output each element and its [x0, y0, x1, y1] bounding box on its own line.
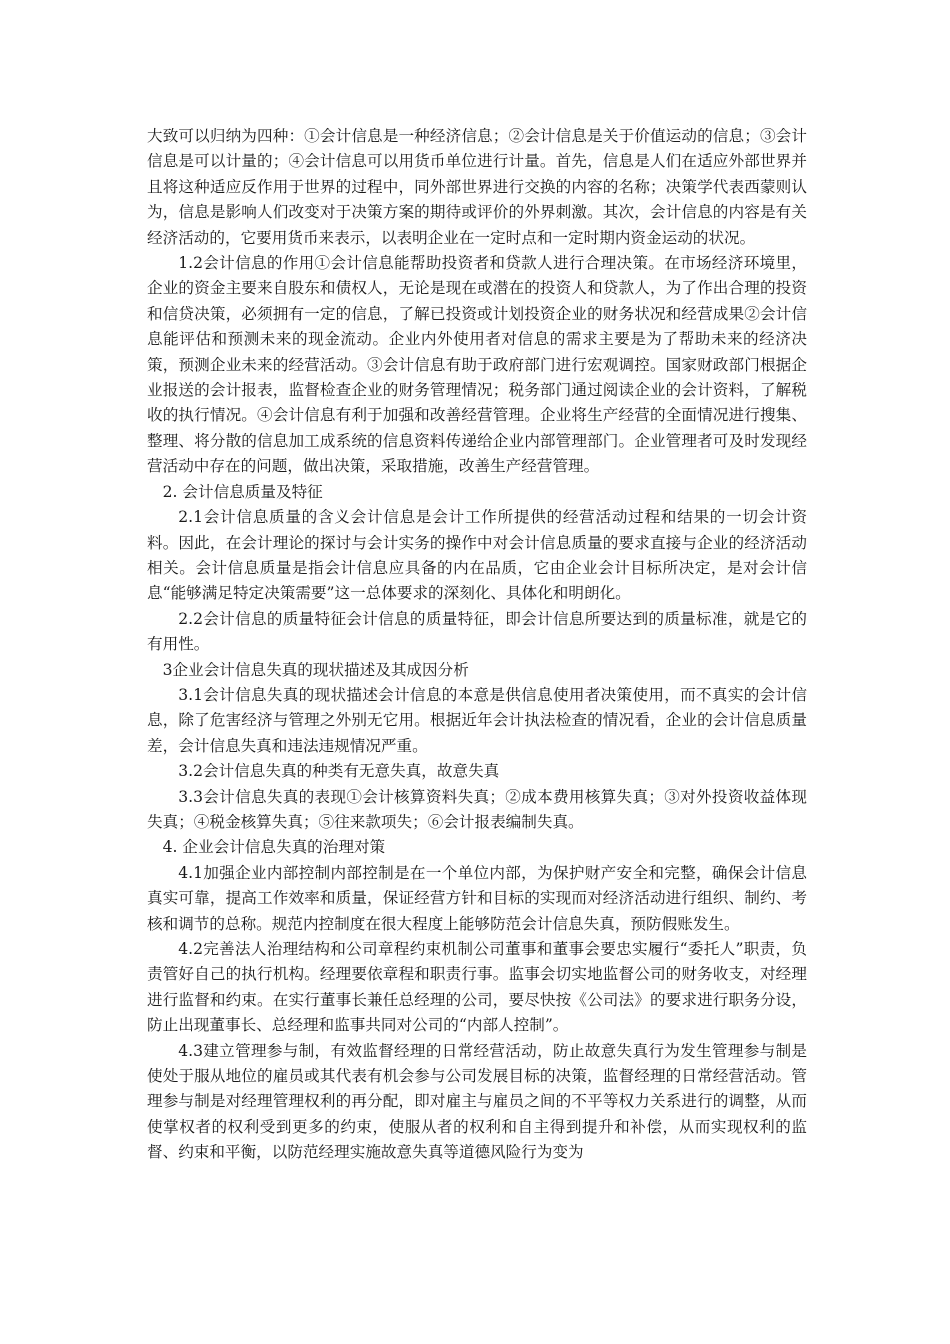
section-heading-3: 3企业会计信息失真的现状描述及其成因分析: [162, 660, 469, 679]
paragraph-4-3: 4.3建立管理参与制，有效监督经理的日常经营活动，防止故意失真行为发生管理参与制是使处于服从地位的雇员或其代表有机会参与公司发展目标的决策，监督经理的日常经营活动。管理参与制是对经理管理权利的再分配，即对雇主与雇员之间的不平等权力关系进行的调整，从而使掌权者的权利受到更多的约束，使服从者的权利和自主得到提升和补偿，从而实现权利的监督、约束和平衡，以防范经理实施故意失真等道德风险行为变为: [147, 1041, 807, 1162]
section-heading-4: 4. 企业会计信息失真的治理对策: [162, 838, 386, 857]
paragraph-3-2: 3.2会计信息失真的种类有无意失真，故意失真: [178, 762, 500, 781]
section-heading-2: 2. 会计信息质量及特征: [162, 482, 323, 501]
paragraph-4-2: 4.2完善法人治理结构和公司章程约束机制公司董事和董事会要忠实履行“委托人”职责，负责管好自己的执行机构。经理要依章程和职责行事。监事会切实地监督公司的财务收支，对经理进行监督和约束。在实行董事长兼任总经理的公司，要尽快按《公司法》的要求进行职务分设，防止出现董事长、总经理和监事共同对公司的“内部人控制”。: [147, 940, 807, 1035]
paragraph-intro-continued: 大致可以归纳为四种：①会计信息是一种经济信息；②会计信息是关于价值运动的信息；③会计信息是可以计量的；④会计信息可以用货币单位进行计量。首先，信息是人们在适应外部世界并且将这种适应反作用于世界的过程中，同外部世界进行交换的内容的名称；决策学代表西蒙则认为，信息是影响人们改变对于决策方案的期待或评价的外界刺激。其次，会计信息的内容是有关经济活动的，它要用货币来表示，以表明企业在一定时点和一定时期内资金运动的状况。: [147, 127, 807, 247]
document-body: [147, 124, 807, 1166]
paragraph-4-1: 4.1加强企业内部控制内部控制是在一个单位内部，为保护财产安全和完整，确保会计信息真实可靠，提高工作效率和质量，保证经营方针和目标的实现而对经济活动进行组织、制约、考核和调节的总称。规范内控制度在很大程度上能够防范会计信息失真，预防假账发生。: [147, 863, 807, 933]
paragraph-2-2: 2.2会计信息的质量特征会计信息的质量特征，即会计信息所要达到的质量标准，就是它的有用性。: [147, 609, 807, 654]
paragraph-2-1: 2.1会计信息质量的含义会计信息是会计工作所提供的经营活动过程和结果的一切会计资料。因此，在会计理论的探讨与会计实务的操作中对会计信息质量的要求直接与企业的经济活动相关。会计信息质量是指会计信息应具备的内在品质，它由企业会计目标所决定，是对会计信息“能够满足特定决策需要”这一总体要求的深刻化、具体化和明朗化。: [147, 508, 807, 603]
paragraph-3-3: 3.3会计信息失真的表现①会计核算资料失真；②成本费用核算失真；③对外投资收益体现失真；④税金核算失真；⑤往来款项失；⑥会计报表编制失真。: [147, 787, 807, 831]
paragraph-1-2: 1.2会计信息的作用①会计信息能帮助投资者和贷款人进行合理决策。在市场经济环境里，企业的资金主要来自股东和债权人，无论是现在或潜在的投资人和贷款人，为了作出合理的投资和信贷决策，必须拥有一定的信息，了解已投资或计划投资企业的财务状况和经营成果②会计信息能评估和预测未来的现金流动。企业内外使用者对信息的需求主要是为了帮助未来的经济决策，预测企业未来的经营活动。③会计信息有助于政府部门进行宏观调控。国家财政部门根据企业报送的会计报表，监督检查企业的财务管理情况；税务部门通过阅读企业的会计资料，了解税收的执行情况。④会计信息有利于加强和改善经营管理。企业将生产经营的全面情况进行搜集、整理、将分散的信息加工成系统的信息资料传递给企业内部管理部门。企业管理者可及时发现经营活动中存在的问题，做出决策，采取措施，改善生产经营管理。: [147, 254, 807, 476]
paragraph-3-1: 3.1会计信息失真的现状描述会计信息的本意是供信息使用者决策使用，而不真实的会计信息，除了危害经济与管理之外别无它用。根据近年会计执法检查的情况看，企业的会计信息质量差，会计信息失真和违法违规情况严重。: [147, 685, 807, 755]
